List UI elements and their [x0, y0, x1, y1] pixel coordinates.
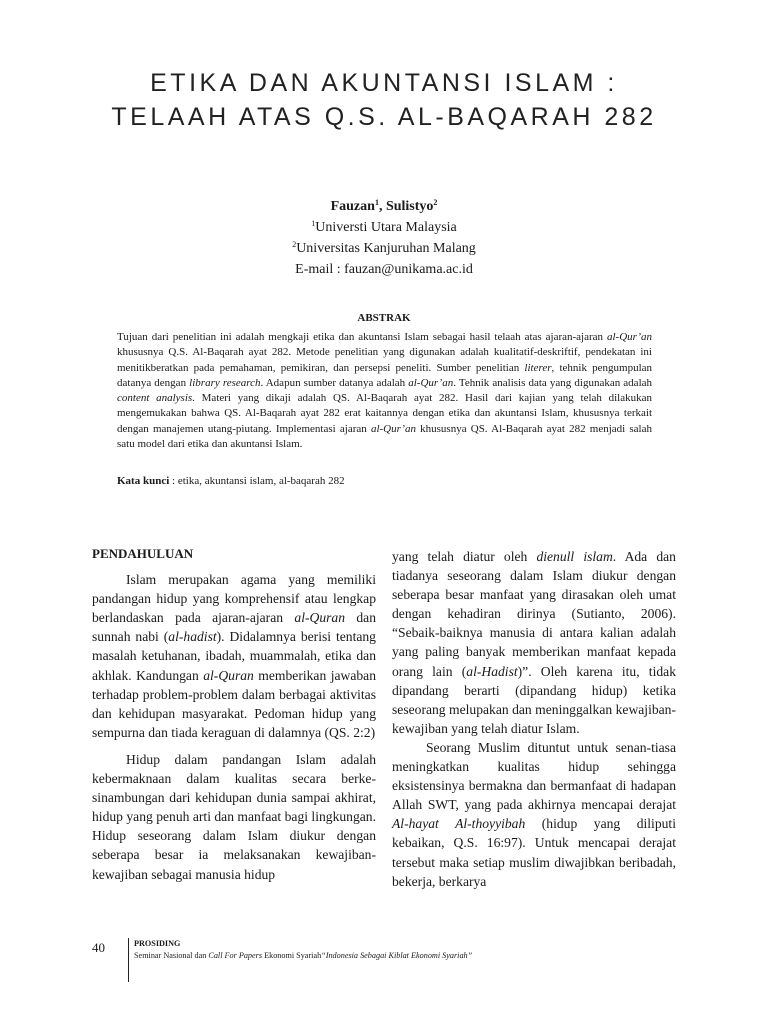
right-paragraph-1 — [392, 547, 676, 738]
author-email: E-mail : fauzan@unikama.ac.id — [295, 262, 473, 277]
author-2-sup: 2 — [433, 198, 438, 207]
abstract-text-5: . Tehnik analisis data yang digunakan adalah — [453, 376, 653, 389]
affiliation-2 — [0, 238, 768, 259]
abstract-text-4: . Adapun sumber datanya adalah — [260, 376, 409, 389]
keywords-text: : etika, akuntansi islam, al-baqarah 282 — [169, 475, 345, 487]
text: memberikan jawaban terhadap problem-problem dalam berbagai aktivitas dan kehidupan masyarakat. Pedoman hidup yang sempurna dan tiada keraguan di dalamnya (QS. 2:2) — [92, 667, 376, 740]
text: dan sunnah nabi ( — [92, 610, 377, 645]
italic: “Indonesia Sebagai Kiblat Ekonomi Syariah” — [321, 951, 473, 960]
italic: Al-hayat Al-thoyyibah — [392, 816, 526, 832]
title-line-2: TELAAH ATAS Q.S. AL-BAQARAH 282 — [111, 103, 657, 131]
abstract-italic-1: al-Qur’an — [606, 331, 652, 343]
italic: al-hadist — [168, 629, 217, 645]
abstract-italic-6: al-Qur’an — [370, 422, 416, 435]
keywords — [117, 474, 652, 489]
right-paragraph-2 — [392, 738, 676, 891]
right-column — [392, 547, 676, 891]
author-block — [0, 196, 768, 280]
italic: al-Quran — [203, 667, 254, 683]
paragraph-gap — [92, 742, 376, 750]
italic: al-Hadist — [466, 663, 518, 679]
affiliation-1-sup: 1 — [311, 219, 316, 228]
affiliation-1 — [0, 217, 768, 238]
abstract-text-1: Tujuan dari penelitian ini adalah mengkaji etika dan akuntansi Islam sebagai hasil telaah atas ajaran-ajaran — [117, 331, 607, 343]
abstract-paragraph — [117, 330, 652, 452]
abstract-text-2: khususnya Q.S. Al-Baqarah ayat 282. Metode penelitian yang digunakan adalah kualitatif-deskriftif, pendekatan ini menitikberatkan pada pemahaman, pemikiran, dan persepsi peneliti. Sumber penelitian — [117, 346, 652, 374]
author-separator: , — [378, 199, 386, 214]
affiliation-2-sup: 2 — [292, 240, 297, 249]
affiliation-2-text: Universitas Kanjuruhan Malang — [296, 241, 476, 256]
footer-prosiding: PROSIDING — [134, 939, 181, 948]
abstract-body — [117, 330, 652, 452]
abstract-text-7: khususnya QS. Al-Baqarah ayat 282 menjadi salah satu model dari etika dan akuntansi Islam. — [117, 422, 652, 451]
abstract-italic-4: al-Qur’an — [408, 376, 454, 389]
footer-divider — [128, 938, 129, 982]
author-names — [0, 196, 768, 217]
italic: Call For Papers — [208, 951, 263, 960]
text: . Ada dan tiadanya seseorang dalam Islam diukur dengan seberapa besar manfaat yang dirasakan oleh umat dengan kehadiran dirinya (Sutianto, 2006). “Sebaik-baiknya manusia di antara kalian adalah yang paling banyak memberikan manfaat kepada orang lain ( — [392, 549, 676, 679]
text: ). Didalamnya berisi tentang masalah ketuhanan, ibadah, muammalah, etika dan akhlak. Kandungan — [92, 629, 376, 683]
text: Seminar Nasional dan — [134, 951, 209, 960]
text: Islam merupakan agama yang memiliki pandangan hidup yang komprehensif atau lengkap berlandaskan pada ajaran-ajaran — [92, 572, 376, 626]
author-1: Fauzan — [330, 199, 375, 214]
italic: dienull islam — [536, 549, 613, 564]
left-column — [92, 544, 376, 884]
abstract-italic-3: library research — [189, 376, 261, 389]
abstract-italic-5: content analysis — [117, 392, 193, 405]
abstract-heading: ABSTRAK — [357, 312, 411, 324]
author-1-sup: 1 — [374, 198, 379, 207]
text: Seorang Muslim dituntut untuk senan-tiasa meningkatkan kualitas hidup sehingga eksistensinya bermakna dan bermanfaat di hadapan Allah SWT, yang pada akhirnya mencapai derajat — [392, 739, 676, 813]
footer-seminar — [134, 950, 472, 962]
footer-text — [134, 938, 472, 962]
left-paragraph-1 — [92, 570, 376, 742]
affiliation-1-text: Universti Utara Malaysia — [315, 220, 457, 235]
text: yang telah diatur oleh — [392, 549, 537, 564]
left-paragraph-2: Hidup dalam pandangan Islam adalah kebermaknaan dalam kualitas secara berke-sinambungan dari kehidupan dunia sampai akhirat, hidup yang penuh arti dan manfaat bagi lingkungan. Hidup seseorang dalam Islam diukur dengan seberapa besar ia melaksanakan kewajiban-kewajiban sebagai manusia hidup — [92, 751, 376, 882]
text: Ekonomi Syariah — [262, 951, 322, 960]
abstract-text-6: . Materi yang dikaji adalah QS. Al-Baqarah ayat 282. Hasil dari kajian yang telah dilakukan mengemukakan bahwa QS. Al-Baqarah ayat 282 erat kaitannya dengan etika dan akuntansi Islam, khususnya terkait dengan manajemen utang-piutang. Implementasi ajaran — [117, 392, 652, 435]
italic: al-Quran — [294, 610, 346, 626]
keywords-label: Kata kunci — [117, 475, 170, 487]
page-number: 40 — [92, 940, 105, 955]
section-heading: PENDAHULUAN — [92, 546, 194, 561]
author-2: Sulistyo — [385, 199, 434, 214]
abstract-text-3: , tehnik pengumpulan datanya dengan — [117, 361, 653, 389]
paper-title — [60, 66, 708, 134]
text: )”. Oleh karena itu, tidak dipandang berarti (dipandang hidup) ketika seseorang melupakan dan meninggalkan kewajiban-kewajiban yang telah diatur Islam. — [392, 663, 676, 736]
text: (hidup yang diliputi kebaikan, Q.S. 16:97). Untuk mencapai derajat tersebut maka setiap muslim diwajibkan beribadah, bekerja, berkarya — [392, 816, 676, 889]
abstract-italic-2: literer — [524, 361, 552, 374]
title-line-1: ETIKA DAN AKUNTANSI ISLAM : — [150, 69, 618, 97]
